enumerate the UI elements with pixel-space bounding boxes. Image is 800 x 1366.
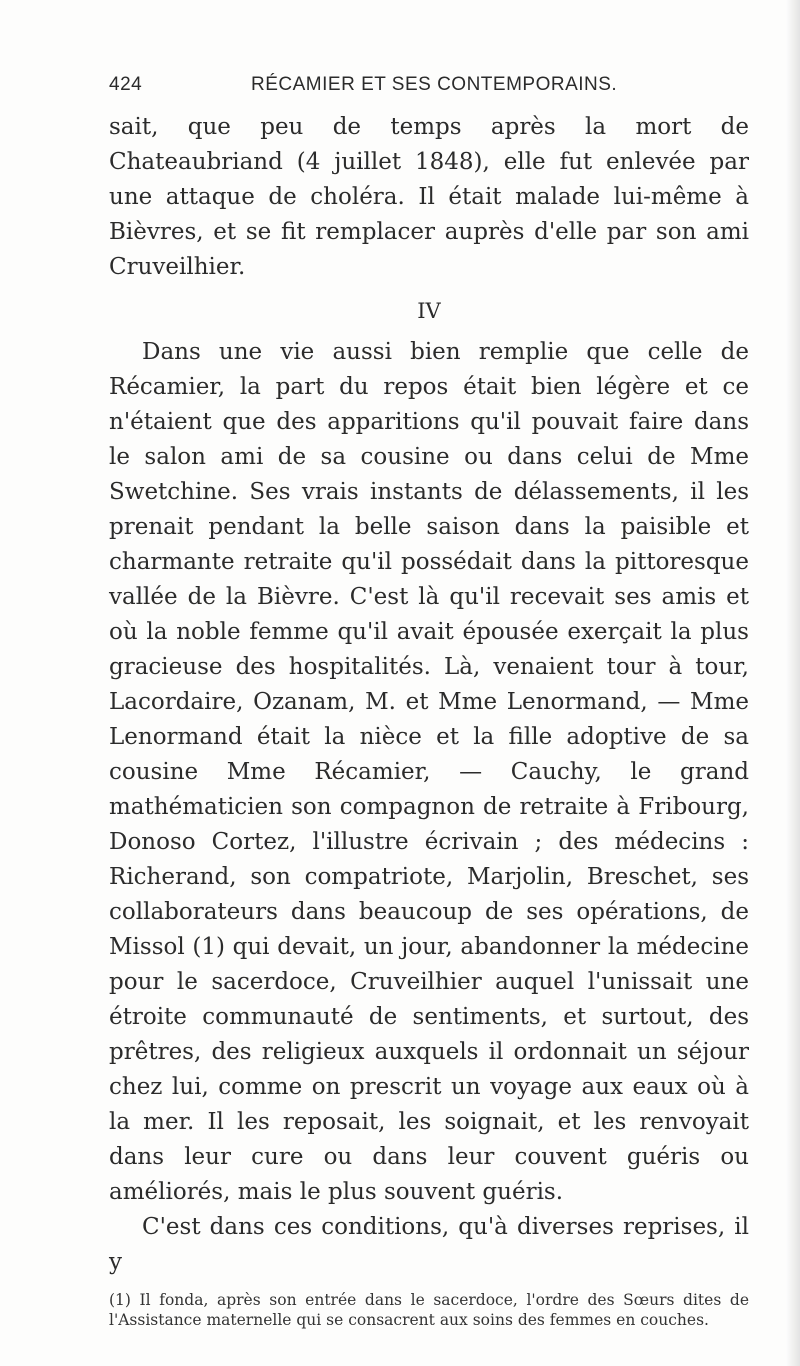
paragraph-main: Dans une vie aussi bien remplie que celle de Récamier, la part du repos était bien légère et ce n'étaient que des apparitions qu'il pouvait faire dans le salon ami de sa cousine ou dans celui de Mme Swetchine. Ses vrais instants de délassements, il les prenait pendant la belle saison dans la paisible et charmante retraite qu'il possédait dans la pittoresque vallée de la Bièvre. C'est là qu'il recevait ses amis et où la noble femme qu'il avait épousée exerçait la plus gracieuse des hospitalités. Là, venaient tour à tour, Lacordaire, Ozanam, M. et Mme Lenormand, — Mme Lenormand était la nièce et la fille adoptive de sa cousine Mme Récamier, — Cauchy, le grand mathématicien son compagnon de retraite à Fribourg, Donoso Cortez, l'illustre écrivain ; des médecins : Richerand, son compatriote, Marjolin, Breschet, ses collaborateurs dans beaucoup de ses opérations, de Missol (1) qui devait, un jour, abandonner la médecine pour le sacerdoce, Cruveilhier auquel l'unissait une étroite communauté de sentiments, et surtout, des prêtres, des religieux auxquels il ordonnait un séjour chez lui, comme on prescrit un voyage aux eaux où à la mer. Il les reposait, les soignait, et les renvoyait dans leur cure ou dans leur couvent guéris ou améliorés, mais le plus souvent guéris.: [109, 339, 749, 1205]
page-number: 424: [109, 74, 143, 95]
paragraph-continuation: sait, que peu de temps après la mort de Chateaubriand (4 juillet 1848), elle fut enlevée par une attaque de choléra. Il était malade lui-même à Bièvres, et se fit remplacer auprès d'elle par son ami Cruveilhier.: [109, 114, 749, 280]
footnote-text: (1) Il fonda, après son entrée dans le sacerdoce, l'ordre des Sœurs dites de l'Assistance maternelle qui se consacrent aux soins des femmes en couches.: [109, 1291, 749, 1329]
page-edge-shadow: [786, 0, 800, 1366]
body-text: [109, 110, 749, 1280]
paragraph-closing: C'est dans ces conditions, qu'à diverses reprises, il y: [109, 1214, 749, 1275]
footnote: [109, 1290, 749, 1330]
running-title: RÉCAMIER ET SES CONTEMPORAINS.: [251, 74, 618, 95]
running-header: [109, 74, 749, 100]
section-numeral: IV: [417, 299, 441, 323]
